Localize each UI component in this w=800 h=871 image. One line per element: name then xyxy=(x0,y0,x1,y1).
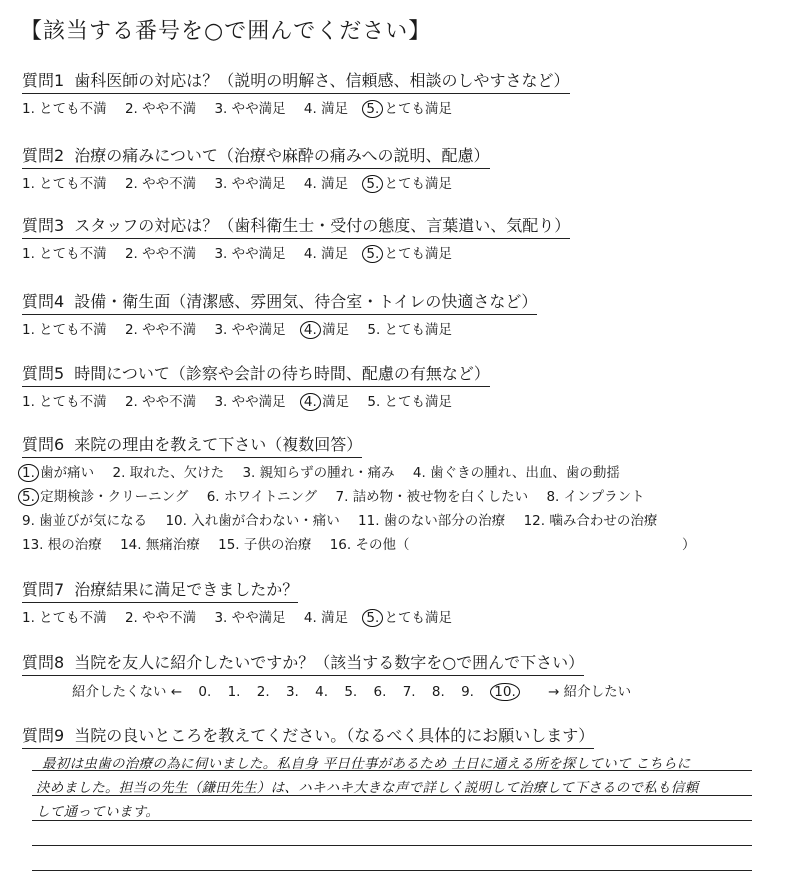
option-3[interactable]: 3. やや満足 xyxy=(214,394,286,410)
question-title xyxy=(22,650,584,676)
option-2[interactable]: 2. やや不満 xyxy=(124,246,197,262)
option-1[interactable]: 1. とても不満 xyxy=(22,394,107,410)
option-8[interactable]: 8. インプラント xyxy=(546,489,645,505)
options xyxy=(22,97,782,118)
options xyxy=(22,606,782,627)
option-12[interactable]: 12. 噛み合わせの治療 xyxy=(523,513,658,529)
option-4[interactable]: 4. 満足 xyxy=(303,176,349,192)
question-text: 治療結果に満足できましたか？ xyxy=(74,580,299,599)
option-10[interactable]: 10. 入れ歯が合わない・痛い xyxy=(165,513,340,529)
question-text: スタッフの対応は？（歯科衛生士・受付の態度、言葉遣い、気配り） xyxy=(74,216,571,235)
option-1[interactable]: 1. とても不満 xyxy=(22,610,107,626)
options xyxy=(22,172,782,193)
question-6 xyxy=(22,432,782,557)
options-row-2 xyxy=(22,485,782,509)
options xyxy=(22,242,782,263)
option-11[interactable]: 11. 歯のない部分の治療 xyxy=(358,513,506,529)
handwritten-answer-line-1: 最初は虫歯の治療の為に伺いました。私自身 平日仕事があるため 土日に通える所を探していて こちらに xyxy=(42,756,691,772)
question-text: 歯科医師の対応は？（説明の明解さ、信頼感、相談のしやすさなど） xyxy=(74,71,570,90)
options-row-3 xyxy=(22,509,782,533)
question-number: 質問2 xyxy=(22,146,65,165)
question-number: 質問4 xyxy=(22,292,65,311)
option-7[interactable]: 7. 詰め物・被せ物を白くしたい xyxy=(335,489,529,505)
option-2[interactable]: 2. やや不満 xyxy=(124,101,197,117)
option-4[interactable]: 4. 満足 xyxy=(303,246,349,262)
scale-3[interactable]: 3. xyxy=(285,684,299,700)
question-text: 設備・衛生面（清潔感、雰囲気、待合室・トイレの快適さなど） xyxy=(74,292,538,311)
question-number: 質問8 xyxy=(22,653,65,672)
question-title xyxy=(22,68,570,94)
question-number: 質問1 xyxy=(22,71,65,90)
question-title xyxy=(22,577,298,603)
question-2 xyxy=(22,143,782,193)
question-title xyxy=(22,289,537,315)
option-4[interactable]: 4. 満足 xyxy=(303,610,349,626)
options xyxy=(22,318,782,339)
options-row-1 xyxy=(22,461,782,485)
option-15[interactable]: 15. 子供の治療 xyxy=(218,537,312,553)
option-1[interactable]: 1. とても不満 xyxy=(22,246,107,262)
option-5-circled[interactable]: 5. とても満足 xyxy=(366,606,452,627)
scale-7[interactable]: 7. xyxy=(402,684,416,700)
option-3[interactable]: 3. やや満足 xyxy=(214,610,286,626)
option-1[interactable]: 1. とても不満 xyxy=(22,101,107,117)
question-title xyxy=(22,432,362,458)
question-text: 来院の理由を教えて下さい（複数回答） xyxy=(74,435,363,454)
question-title xyxy=(22,361,490,387)
option-2[interactable]: 2. やや不満 xyxy=(124,176,197,192)
scale-1[interactable]: 1. xyxy=(227,684,241,700)
option-4-circled[interactable]: 4. 満足 xyxy=(304,318,349,339)
scale-9[interactable]: 9. xyxy=(461,684,474,700)
question-1 xyxy=(22,68,782,118)
question-number: 質問7 xyxy=(22,580,65,599)
option-5[interactable]: 5. とても満足 xyxy=(367,322,453,338)
handwritten-answer-line-3: して通っています。 xyxy=(36,804,160,820)
question-4 xyxy=(22,289,782,339)
answer-line xyxy=(32,821,752,846)
page-title: 【該当する番号を○で囲んでください】 xyxy=(20,19,432,44)
scale-left-label: 紹介したくない ← xyxy=(72,684,183,700)
option-5[interactable]: 5. とても満足 xyxy=(367,394,453,410)
question-8 xyxy=(22,650,782,701)
question-number: 質問5 xyxy=(22,364,65,383)
multi-options xyxy=(22,461,782,557)
question-title xyxy=(22,143,490,169)
option-14[interactable]: 14. 無痛治療 xyxy=(120,537,200,553)
recommend-scale xyxy=(72,680,782,701)
question-text: 治療の痛みについて（治療や麻酔の痛みへの説明、配慮） xyxy=(74,146,490,165)
option-5-circled[interactable]: 5. 定期検診・クリーニング xyxy=(22,485,188,509)
option-6[interactable]: 6. ホワイトニング xyxy=(206,489,318,505)
option-3[interactable]: 3. やや満足 xyxy=(214,322,286,338)
option-5-circled[interactable]: 5. とても満足 xyxy=(366,242,452,263)
question-number: 質問9 xyxy=(22,726,65,745)
question-text: 時間について（診察や会計の待ち時間、配慮の有無など） xyxy=(74,364,490,383)
option-2[interactable]: 2. やや不満 xyxy=(124,322,197,338)
option-4[interactable]: 4. 満足 xyxy=(303,101,349,117)
question-text: 当院の良いところを教えてください。（なるべく具体的にお願いします） xyxy=(74,726,595,745)
option-2[interactable]: 2. 取れた、欠けた xyxy=(112,465,225,481)
option-3[interactable]: 3. 親知らずの腫れ・痛み xyxy=(242,465,395,481)
option-2[interactable]: 2. やや不満 xyxy=(124,394,197,410)
option-4-circled[interactable]: 4. 満足 xyxy=(304,390,349,411)
scale-5[interactable]: 5. xyxy=(344,684,358,700)
options-row-4 xyxy=(22,533,782,557)
option-9[interactable]: 9. 歯並びが気になる xyxy=(22,513,148,529)
question-number: 質問6 xyxy=(22,435,65,454)
other-close-paren: ） xyxy=(682,537,696,553)
scale-2[interactable]: 2. xyxy=(256,684,270,700)
option-16[interactable]: 16. その他（ xyxy=(329,537,410,553)
options xyxy=(22,390,782,411)
option-3[interactable]: 3. やや満足 xyxy=(214,101,286,117)
scale-8[interactable]: 8. xyxy=(431,684,445,700)
scale-6[interactable]: 6. xyxy=(373,684,387,700)
option-1-circled[interactable]: 1. 歯が痛い xyxy=(22,461,94,485)
option-13[interactable]: 13. 根の治療 xyxy=(22,537,102,553)
option-5-circled[interactable]: 5. とても満足 xyxy=(366,97,452,118)
scale-4[interactable]: 4. xyxy=(315,684,329,700)
question-text: 当院を友人に紹介したいですか？（該当する数字を○で囲んで下さい） xyxy=(74,653,585,672)
question-3 xyxy=(22,213,782,263)
question-number: 質問3 xyxy=(22,216,65,235)
option-4[interactable]: 4. 歯ぐきの腫れ、出血、歯の動揺 xyxy=(412,465,620,481)
answer-line xyxy=(32,846,752,871)
scale-0[interactable]: 0. xyxy=(198,684,212,700)
scale-10-circled[interactable]: 10. xyxy=(490,683,531,701)
question-title xyxy=(22,213,570,239)
option-1[interactable]: 1. とても不満 xyxy=(22,176,107,192)
option-3[interactable]: 3. やや満足 xyxy=(214,246,286,262)
scale-right-label: → 紹介したい xyxy=(548,684,632,700)
question-7 xyxy=(22,577,782,627)
handwritten-answer-line-2: 決めました。担当の先生（鎌田先生）は、ハキハキ大きな声で詳しく説明して治療して下さるので私も信頼 xyxy=(36,780,699,796)
question-5 xyxy=(22,361,782,411)
option-3[interactable]: 3. やや満足 xyxy=(214,176,286,192)
option-2[interactable]: 2. やや不満 xyxy=(124,610,197,626)
option-5-circled[interactable]: 5. とても満足 xyxy=(366,172,452,193)
option-1[interactable]: 1. とても不満 xyxy=(22,322,107,338)
